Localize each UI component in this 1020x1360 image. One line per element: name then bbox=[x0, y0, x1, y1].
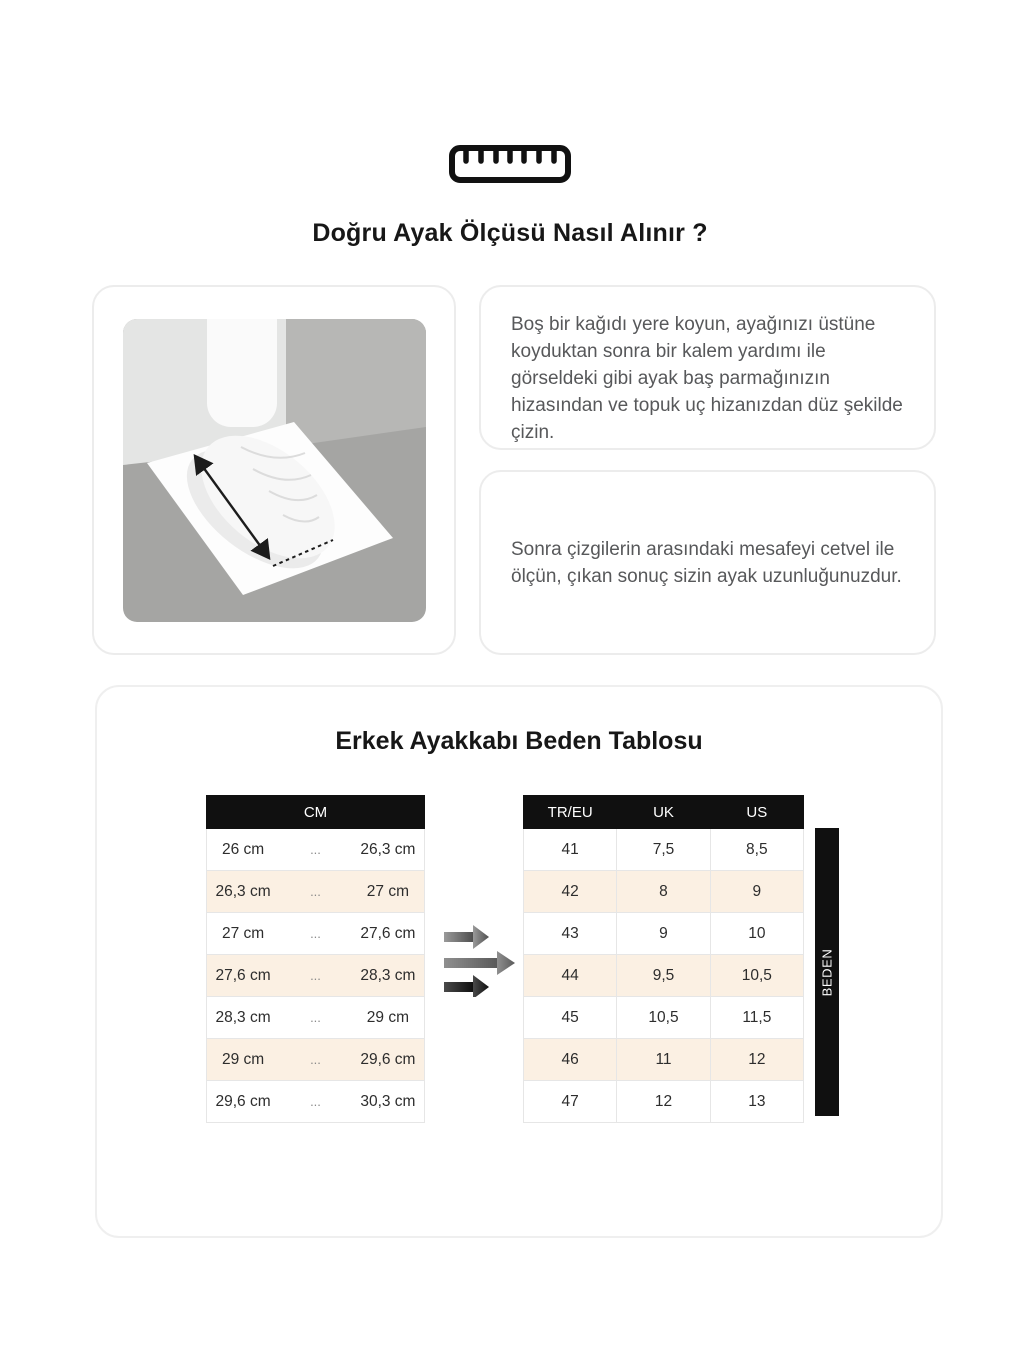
size-table-row bbox=[524, 955, 804, 997]
size-cell: 12 bbox=[617, 1081, 710, 1123]
cm-table-header: CM bbox=[207, 796, 425, 829]
cm-cell-to: 29,6 cm bbox=[352, 1039, 425, 1081]
cm-cell-sep: ... bbox=[279, 829, 352, 871]
ruler-icon bbox=[0, 144, 1020, 189]
size-table-header-tr-eu: TR/EU bbox=[524, 796, 617, 829]
cm-cell-from: 28,3 cm bbox=[207, 997, 280, 1039]
cm-cell-to: 28,3 cm bbox=[352, 955, 425, 997]
size-table-row bbox=[524, 1039, 804, 1081]
cm-table-row bbox=[207, 871, 425, 913]
conversion-arrows-icon bbox=[444, 923, 516, 1002]
arrow-short-bottom bbox=[444, 975, 489, 997]
cm-cell-from: 27 cm bbox=[207, 913, 280, 955]
size-table-row bbox=[524, 1081, 804, 1123]
foot-measurement-photo bbox=[123, 319, 426, 622]
instruction-step1-text: Boş bir kağıdı yere koyun, ayağınızı üstüne koyduktan sonra bir kalem yardımı ile görseldeki gibi ayak baş parmağınızın hizasından ve topuk uç hizanızdan düz şekilde çizin. bbox=[511, 314, 903, 443]
size-cell: 11,5 bbox=[710, 997, 803, 1039]
instruction-step2-text: Sonra çizgilerin arasındaki mesafeyi cetvel ile ölçün, çıkan sonuç sizin ayak uzunluğunuzdur. bbox=[511, 538, 902, 587]
size-cell: 8,5 bbox=[710, 829, 803, 871]
instruction-card-1 bbox=[479, 285, 936, 450]
cm-table-row bbox=[207, 997, 425, 1039]
cm-cell-from: 26 cm bbox=[207, 829, 280, 871]
size-cell: 43 bbox=[524, 913, 617, 955]
size-cell: 12 bbox=[710, 1039, 803, 1081]
cm-cell-from: 29,6 cm bbox=[207, 1081, 280, 1123]
cm-table-row bbox=[207, 1081, 425, 1123]
cm-cell-to: 30,3 cm bbox=[352, 1081, 425, 1123]
size-cell: 8 bbox=[617, 871, 710, 913]
size-cell: 46 bbox=[524, 1039, 617, 1081]
size-table-row bbox=[524, 997, 804, 1039]
photo-sock-leg bbox=[207, 319, 277, 427]
size-cell: 45 bbox=[524, 997, 617, 1039]
arrow-long-middle bbox=[444, 951, 515, 975]
size-table-row bbox=[524, 871, 804, 913]
size-cell: 10,5 bbox=[710, 955, 803, 997]
cm-cell-from: 29 cm bbox=[207, 1039, 280, 1081]
cm-cell-sep: ... bbox=[279, 913, 352, 955]
cm-cell-sep: ... bbox=[279, 997, 352, 1039]
size-table-row bbox=[524, 829, 804, 871]
cm-cell-to: 27,6 cm bbox=[352, 913, 425, 955]
page-title: Doğru Ayak Ölçüsü Nasıl Alınır ? bbox=[312, 219, 708, 247]
size-cell: 10,5 bbox=[617, 997, 710, 1039]
size-cell: 41 bbox=[524, 829, 617, 871]
size-cell: 47 bbox=[524, 1081, 617, 1123]
size-cell: 9 bbox=[710, 871, 803, 913]
beden-side-bar bbox=[815, 828, 839, 1116]
cm-cell-from: 27,6 cm bbox=[207, 955, 280, 997]
cm-cell-to: 29 cm bbox=[352, 997, 425, 1039]
measurement-photo-card bbox=[92, 285, 456, 655]
size-cell: 11 bbox=[617, 1039, 710, 1081]
cm-cell-sep: ... bbox=[279, 1039, 352, 1081]
cm-cell-sep: ... bbox=[279, 955, 352, 997]
size-table-card bbox=[95, 685, 943, 1238]
size-cell: 44 bbox=[524, 955, 617, 997]
cm-table-row bbox=[207, 829, 425, 871]
size-table-row bbox=[524, 913, 804, 955]
size-cell: 42 bbox=[524, 871, 617, 913]
cm-cell-from: 26,3 cm bbox=[207, 871, 280, 913]
size-conversion-table bbox=[523, 795, 804, 1123]
size-cell: 13 bbox=[710, 1081, 803, 1123]
size-table-header-us: US bbox=[710, 796, 803, 829]
beden-label: BEDEN bbox=[819, 948, 835, 996]
size-table-title: Erkek Ayakkabı Beden Tablosu bbox=[335, 727, 703, 755]
cm-range-table bbox=[206, 795, 425, 1123]
cm-table-row bbox=[207, 913, 425, 955]
size-cell: 9 bbox=[617, 913, 710, 955]
size-cell: 10 bbox=[710, 913, 803, 955]
cm-table-row bbox=[207, 955, 425, 997]
arrow-short-top bbox=[444, 925, 489, 949]
size-table-header-uk: UK bbox=[617, 796, 710, 829]
instruction-card-2 bbox=[479, 470, 936, 655]
cm-cell-to: 27 cm bbox=[352, 871, 425, 913]
cm-cell-sep: ... bbox=[279, 1081, 352, 1123]
photo-right-wall bbox=[286, 319, 426, 447]
cm-table-row bbox=[207, 1039, 425, 1081]
size-cell: 9,5 bbox=[617, 955, 710, 997]
cm-cell-sep: ... bbox=[279, 871, 352, 913]
cm-cell-to: 26,3 cm bbox=[352, 829, 425, 871]
size-cell: 7,5 bbox=[617, 829, 710, 871]
